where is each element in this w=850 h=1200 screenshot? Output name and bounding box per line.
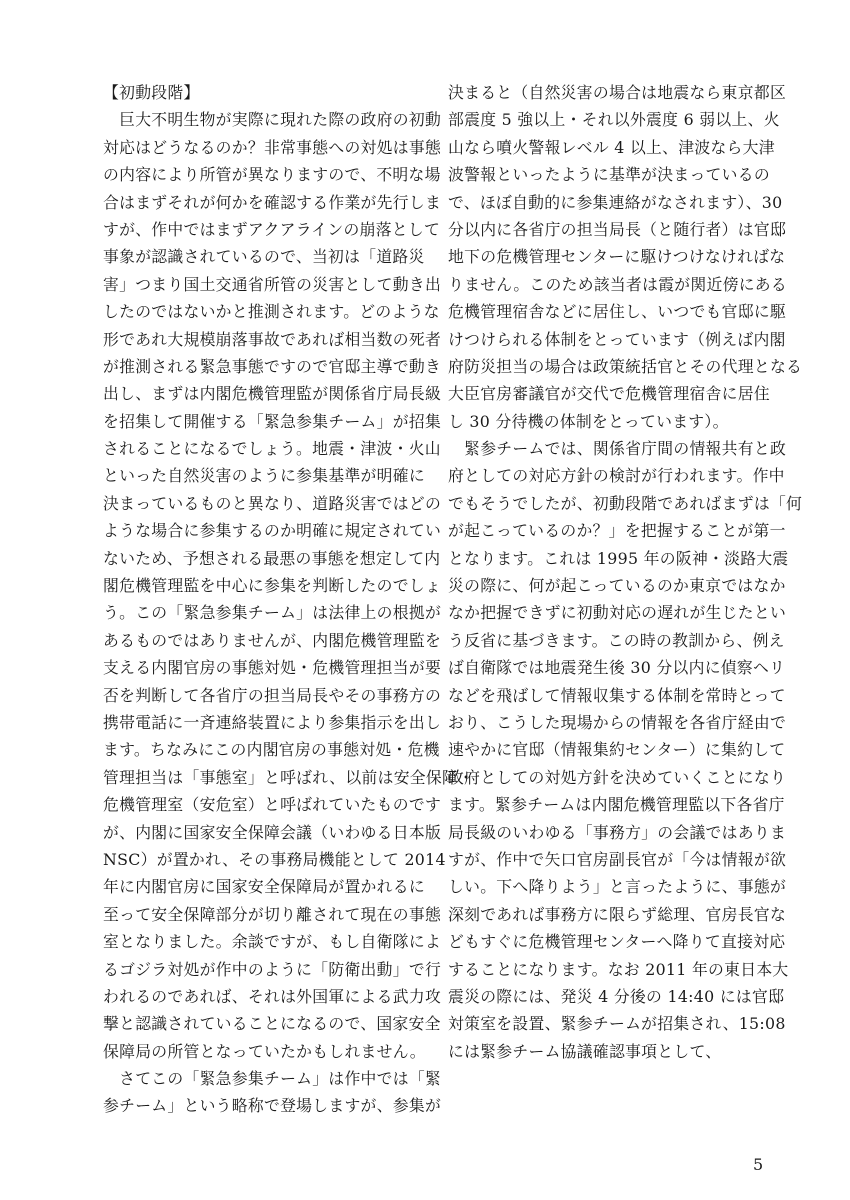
- text-line: 決まっているものと異なり、道路災害ではどの: [103, 493, 442, 513]
- text-line: 撃と認識されていることになるので、国家安全: [103, 1014, 441, 1034]
- text-line: さてこの「緊急参集チーム」は作中では「緊: [103, 1069, 442, 1089]
- text-line: 年に内閣官房に国家安全保障局が置かれるに: [103, 877, 425, 897]
- text-line: りません。このため該当者は霞が関近傍にある: [448, 274, 787, 294]
- text-line: るゴジラ対処が作中のように「防衛出動」で行: [103, 959, 442, 979]
- text-line: 室となりました。余談ですが、もし自衛隊によ: [103, 932, 442, 952]
- text-line: しい。下へ降りよう」と言ったように、事態が: [448, 877, 787, 897]
- text-line: う反省に基づきます。この時の教訓から、例え: [448, 630, 785, 650]
- text-line: ます。緊参チームは内閣危機管理監以下各省庁: [448, 795, 785, 815]
- text-line: 分以内に各省庁の担当局長（と随行者）は官邸: [448, 219, 787, 239]
- section-heading: 【初動段階】: [103, 83, 200, 102]
- text-line: 地下の危機管理センターに駆けつけなければな: [448, 247, 786, 267]
- text-line: 事象が認識されているので、当初は「道路災: [103, 247, 425, 267]
- left-column: [103, 79, 475, 1120]
- text-line: 合はまずそれが何かを確認する作業が先行しま: [103, 192, 442, 212]
- text-line: どもすぐに危機管理センターへ降りて直接対応: [448, 932, 786, 952]
- text-line: でもそうでしたが、初動段階であればまずは「何: [448, 493, 803, 513]
- text-line: けつけられる体制をとっています（例えば内閣: [448, 329, 786, 349]
- text-line: 大臣官房審議官が交代で危機管理宿舎に居住: [448, 384, 770, 404]
- text-line: することになります。なお 2011 年の東日本大: [448, 959, 789, 979]
- text-line: 災の際に、何が起こっているのか東京ではなか: [448, 576, 786, 596]
- text-line: 対策室を設置、緊参チームが招集され、15:08: [448, 1014, 786, 1034]
- text-line: 保障局の所管となっていたかもしれません。: [103, 1041, 426, 1061]
- text-line: すが、作中で矢口官房副長官が「今は情報が欲: [448, 849, 787, 869]
- text-line: を招集して開催する「緊急参集チーム」が招集: [103, 411, 442, 431]
- text-line: 携帯電話に一斉連絡装置により参集指示を出し: [103, 712, 442, 732]
- text-line: 府としての対応方針の検討が行われます。作中: [448, 466, 785, 486]
- page-number: 5: [753, 1155, 764, 1174]
- text-line: 部震度 5 強以上・それ以外震度 6 弱以上、火: [448, 110, 780, 130]
- text-line: 山なら噴火警報レベル 4 以上、津波なら大津: [448, 137, 775, 157]
- text-line: が推測される緊急事態ですので官邸主導で動き: [103, 356, 442, 376]
- text-line: 政府としての対処方針を決めていくことになり: [448, 767, 787, 787]
- text-line: 閣危機管理監を中心に参集を判断したのでしょ: [103, 576, 442, 596]
- text-line: おり、こうした現場からの情報を各省庁経由で: [448, 712, 787, 732]
- right-column: [448, 79, 803, 1065]
- text-line: の内容により所管が異なりますので、不明な場: [103, 165, 441, 185]
- text-line: が起こっているのか？」を把握することが第一: [448, 521, 786, 541]
- text-line: 害」つまり国土交通省所管の災害として動き出: [103, 274, 442, 294]
- text-line: が、内閣に国家安全保障会議（いわゆる日本版: [103, 822, 442, 842]
- text-line: 震災の際には、発災 4 分後の 14:40 には官邸: [448, 986, 785, 1006]
- text-line: NSC）が置かれ、その事務局機能として 2014: [103, 849, 446, 869]
- text-line: ないため、予想される最悪の事態を想定して内: [103, 548, 441, 568]
- text-line: 速やかに官邸（情報集約センター）に集約して: [448, 740, 786, 760]
- text-line: 局長級のいわゆる「事務方」の会議ではありま: [448, 822, 787, 842]
- text-line: 府防災担当の場合は政策統括官とその代理となる: [448, 356, 803, 376]
- text-line: う。この「緊急参集チーム」は法律上の根拠が: [103, 603, 442, 623]
- text-line: 支える内閣官房の事態対処・危機管理担当が要: [103, 658, 442, 678]
- text-line: 決まると（自然災害の場合は地震なら東京都区: [448, 83, 787, 102]
- text-line: 危機管理宿舎などに居住し、いつでも官邸に駆: [448, 302, 787, 322]
- text-line: には緊参チーム協議確認事項として、: [448, 1041, 722, 1061]
- text-line: ます。ちなみにこの内閣官房の事態対処・危機: [103, 740, 440, 760]
- text-line: 至って安全保障部分が切り離されて現在の事態: [103, 904, 442, 924]
- text-line: 巨大不明生物が実際に現れた際の政府の初動: [103, 110, 442, 130]
- text-line: などを飛ばして情報収集する体制を常時とって: [448, 685, 786, 705]
- text-line: し 30 分待機の体制をとっています）。: [448, 411, 729, 431]
- text-line: 対応はどうなるのか？非常事態への対処は事態: [103, 137, 442, 157]
- text-line: ような場合に参集するのか明確に規定されてい: [103, 521, 442, 541]
- text-line: 緊参チームでは、関係省庁間の情報共有と政: [448, 439, 787, 459]
- text-line: なか把握できずに初動対応の遅れが生じたとい: [448, 603, 787, 623]
- text-line: となります。これは 1995 年の阪神・淡路大震: [448, 548, 789, 568]
- text-line: 形であれ大規模崩落事故であれば相当数の死者: [103, 329, 442, 349]
- text-line: 波警報といったように基準が決まっているの: [448, 165, 770, 185]
- text-line: すが、作中ではまずアクアラインの崩落として: [103, 219, 441, 239]
- text-line: あるものではありませんが、内閣危機管理監を: [103, 630, 442, 650]
- text-line: われるのであれば、それは外国軍による武力攻: [103, 986, 442, 1006]
- text-line: したのではないかと推測されます。どのような: [103, 302, 440, 322]
- text-line: で、ほぼ自動的に参集連絡がなされます）、30: [448, 192, 783, 212]
- text-line: 否を判断して各省庁の担当局長やその事務方の: [103, 685, 442, 705]
- text-line: されることになるでしょう。地震・津波・火山: [103, 439, 441, 459]
- text-line: ば自衛隊では地震発生後 30 分以内に偵察ヘリ: [448, 658, 786, 678]
- text-line: 出し、まずは内閣危機管理監が関係省庁局長級: [103, 384, 442, 404]
- right-column-body: [448, 79, 803, 1065]
- text-line: 深刻であれば事務方に限らず総理、官房長官な: [448, 904, 787, 924]
- text-line: 管理担当は「事態室」と呼ばれ、以前は安全保障・: [103, 767, 475, 787]
- text-line: といった自然災害のように参集基準が明確に: [103, 466, 425, 486]
- text-line: 危機管理室（安危室）と呼ばれていたものです: [103, 795, 442, 815]
- left-column-body: [103, 106, 475, 1119]
- text-line: 参チーム」という略称で登場しますが、参集が: [103, 1096, 442, 1116]
